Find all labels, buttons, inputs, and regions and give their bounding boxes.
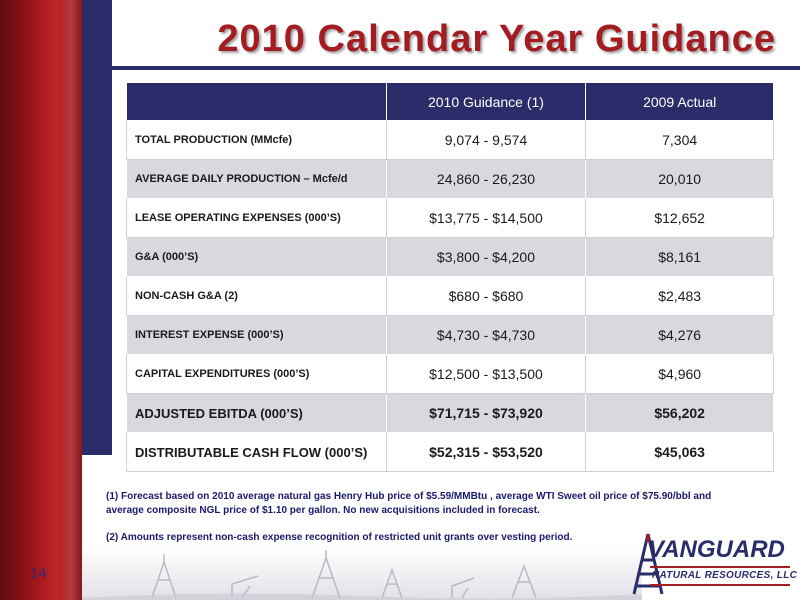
slide-title: 2010 Calendar Year Guidance	[217, 18, 776, 60]
row-label: DISTRIBUTABLE CASH FLOW (000’S)	[127, 433, 387, 472]
actual-value: $2,483	[586, 277, 774, 316]
guidance-value: $12,500 - $13,500	[386, 355, 586, 394]
row-label: AVERAGE DAILY PRODUCTION – Mcfe/d	[127, 160, 387, 199]
logo-divider-lower	[650, 584, 790, 586]
header-cell-2010-guidance: 2010 Guidance (1)	[386, 83, 586, 121]
footnote-2: (2) Amounts represent non-cash expense recognition of restricted unit grants over vesting period.	[106, 532, 573, 543]
actual-value: $45,063	[586, 433, 774, 472]
actual-value: $4,960	[586, 355, 774, 394]
row-label: ADJUSTED EBITDA (000’S)	[127, 394, 387, 433]
row-label: LEASE OPERATING EXPENSES (000’S)	[127, 199, 387, 238]
title-underline	[112, 66, 800, 70]
vanguard-logo	[628, 532, 796, 596]
row-label: G&A (000’S)	[127, 238, 387, 277]
left-band-highlight	[60, 0, 82, 600]
row-label: NON-CASH G&A (2)	[127, 277, 387, 316]
guidance-value: $4,730 - $4,730	[386, 316, 586, 355]
oil-rig-silhouettes-icon	[82, 540, 642, 600]
table-row	[127, 394, 774, 433]
footnote-1: (1) Forecast based on 2010 average natural gas Henry Hub price of $5.59/MMBtu , average WTI Sweet oil price of $75.90/bbl and average composite NGL price of $1.10 per gallon. No new acquisitions included in forecast.	[106, 491, 712, 516]
header-cell-2009-actual: 2009 Actual	[586, 83, 774, 121]
actual-value: $4,276	[586, 316, 774, 355]
guidance-value: $680 - $680	[386, 277, 586, 316]
table-row	[127, 316, 774, 355]
page-number: 14	[30, 565, 47, 582]
actual-value: $8,161	[586, 238, 774, 277]
table-row	[127, 160, 774, 199]
logo-subtitle: NATURAL RESOURCES, LLC	[652, 570, 798, 581]
row-label: CAPITAL EXPENDITURES (000’S)	[127, 355, 387, 394]
guidance-table	[126, 82, 774, 472]
row-label: TOTAL PRODUCTION (MMcfe)	[127, 121, 387, 160]
guidance-value: $71,715 - $73,920	[386, 394, 586, 433]
guidance-value: 9,074 - 9,574	[386, 121, 586, 160]
table-header-row	[127, 83, 774, 121]
table-row	[127, 121, 774, 160]
actual-value: 7,304	[586, 121, 774, 160]
header-cell-label	[127, 83, 387, 121]
guidance-value: $52,315 - $53,520	[386, 433, 586, 472]
actual-value: $12,652	[586, 199, 774, 238]
guidance-value: $3,800 - $4,200	[386, 238, 586, 277]
actual-value: 20,010	[586, 160, 774, 199]
table-row	[127, 355, 774, 394]
table-row	[127, 277, 774, 316]
actual-value: $56,202	[586, 394, 774, 433]
row-label: INTEREST EXPENSE (000’S)	[127, 316, 387, 355]
logo-divider	[650, 566, 790, 568]
table-row	[127, 238, 774, 277]
guidance-value: $13,775 - $14,500	[386, 199, 586, 238]
logo-wordmark: VANGUARD	[648, 536, 785, 563]
table-row	[127, 199, 774, 238]
guidance-value: 24,860 - 26,230	[386, 160, 586, 199]
navy-vertical-band	[82, 0, 112, 455]
table-row	[127, 433, 774, 472]
